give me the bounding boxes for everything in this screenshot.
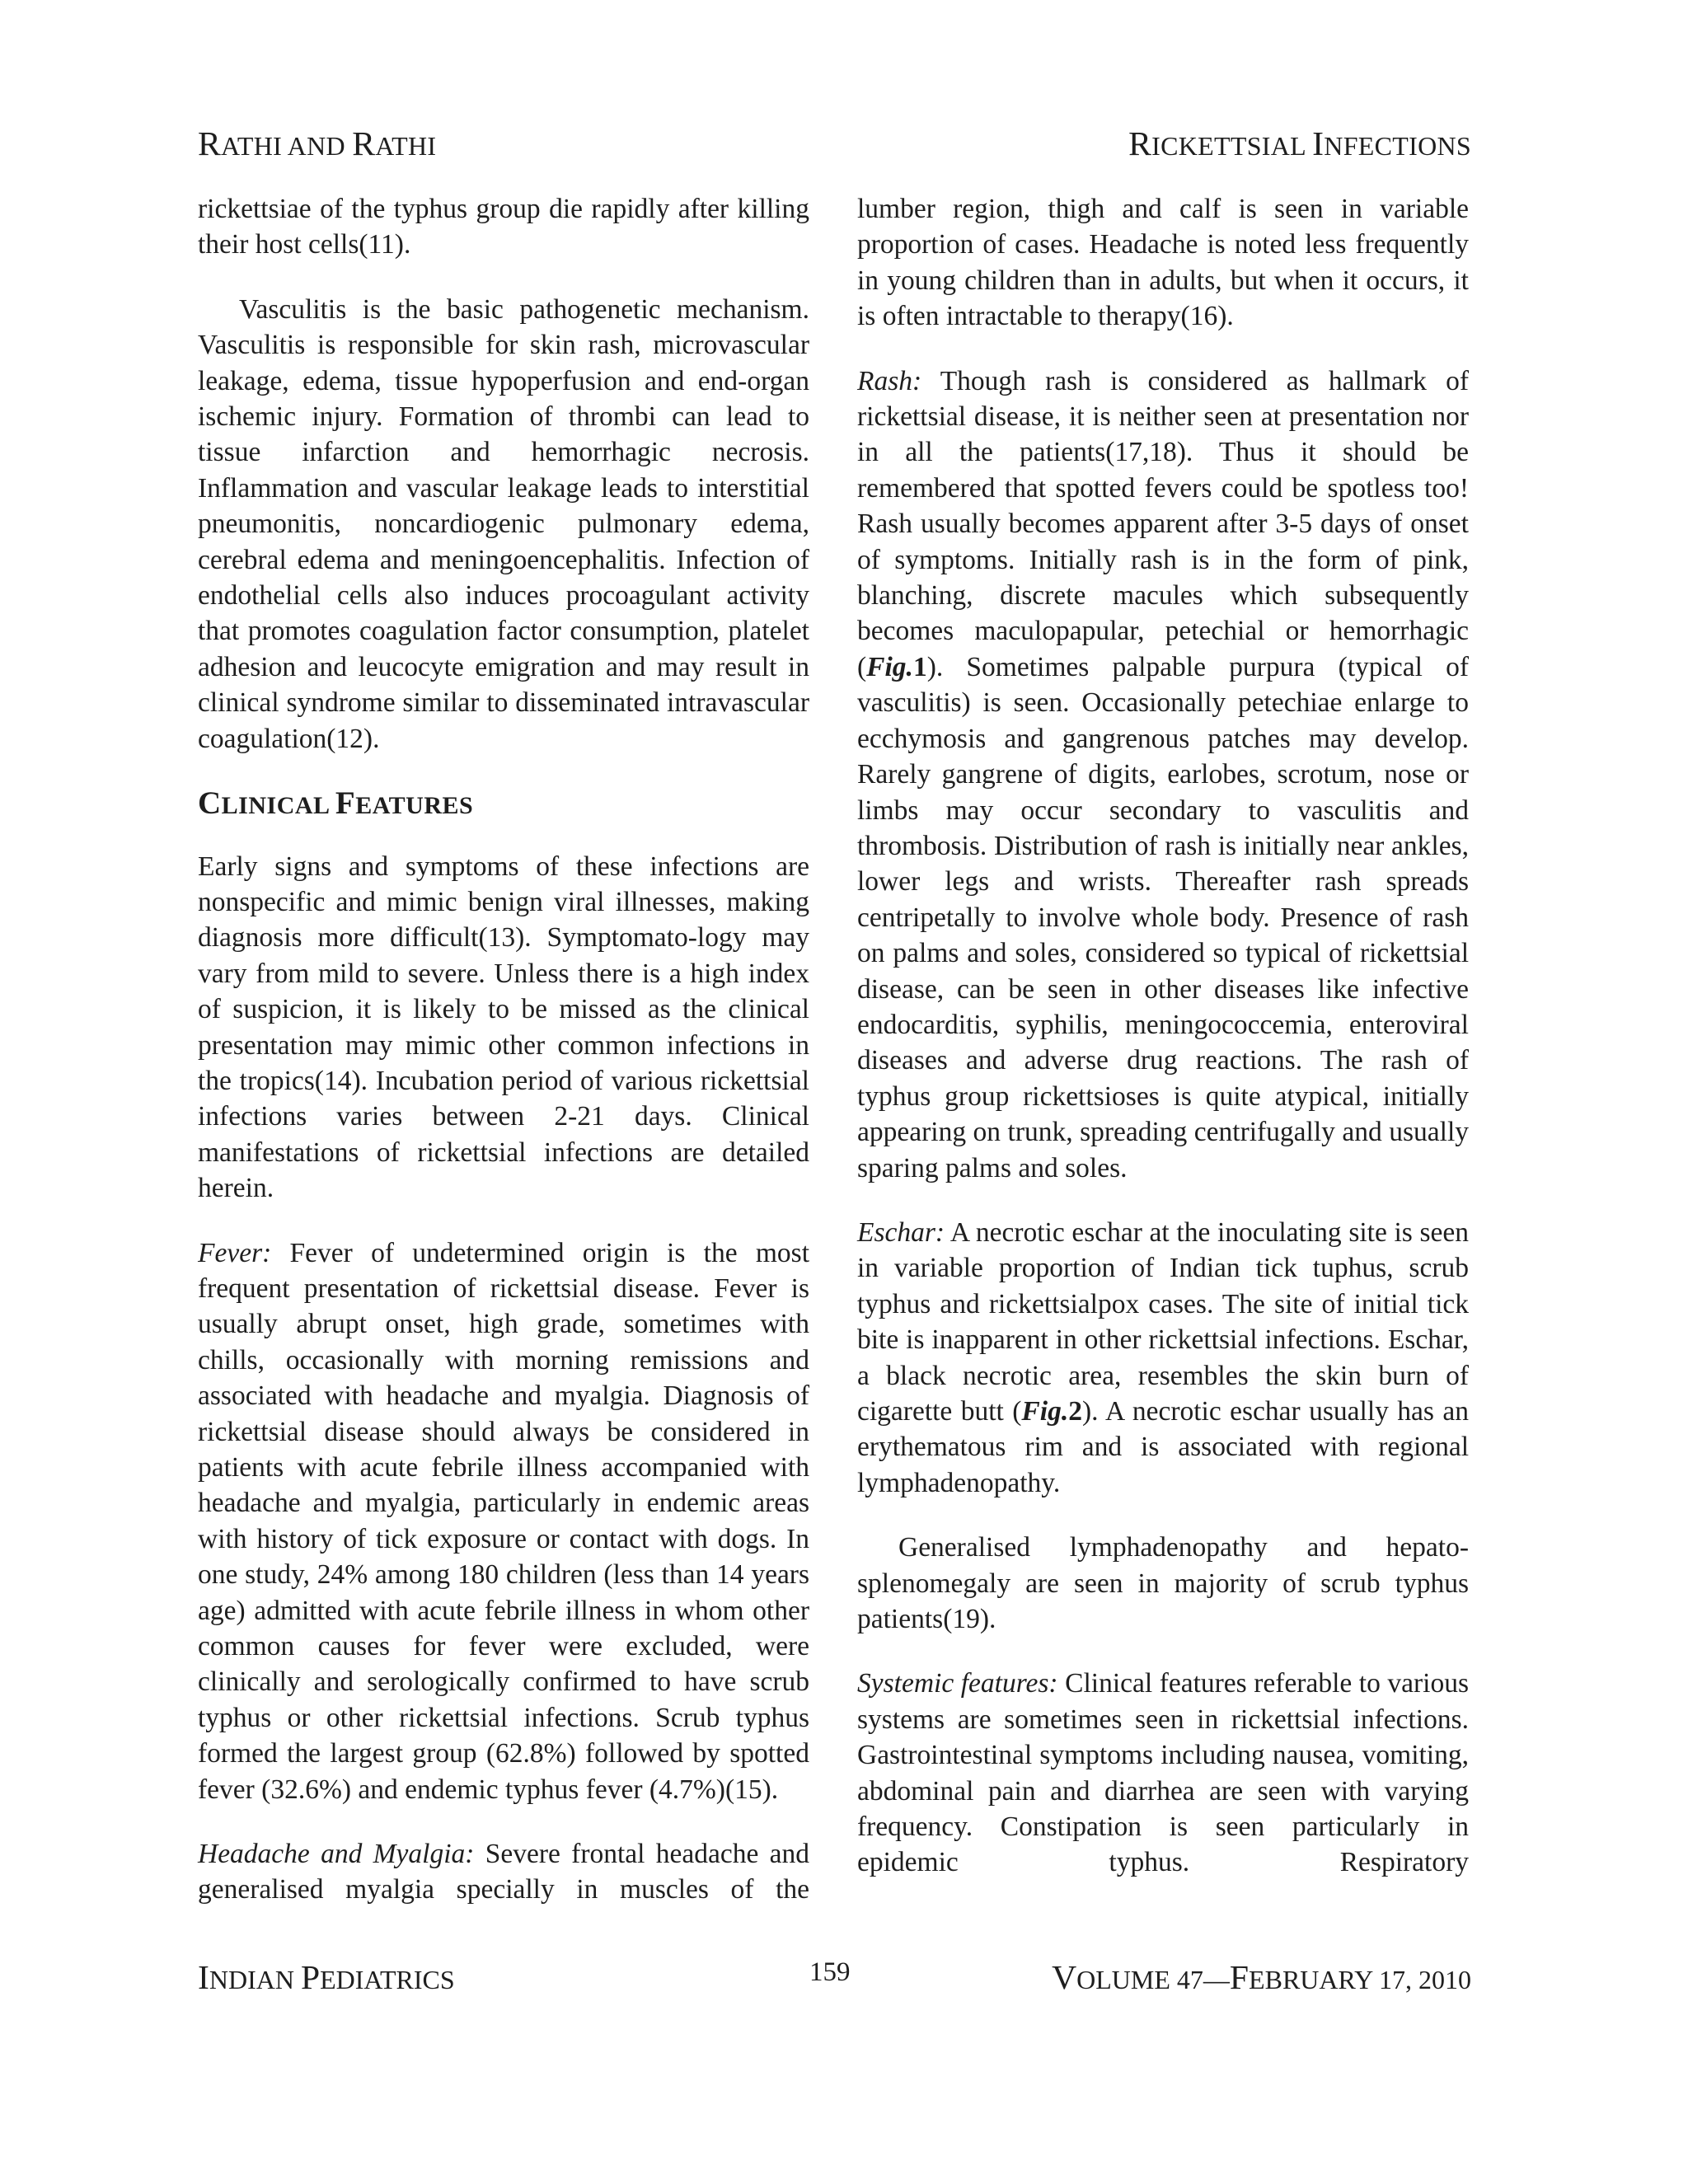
right-column xyxy=(857,191,1469,1910)
paragraph-early-signs: Early signs and symptoms of these infections are nonspecific and mimic benign viral illnesses, making diagnosis more difficult(13). Symptomato-logy may vary from mild to severe. Unless there is a high index of suspicion, it is likely to be missed as the clinical presentation may mimic other common infections in the tropics(14). Incubation period of various rickettsial infections varies between 2-21 days. Clinical manifestations of rickettsial infections are detailed herein. xyxy=(198,851,809,1204)
running-head xyxy=(198,124,1471,163)
page-footer: INDIAN PEDIATRICS 159 VOLUME 47—FEBRUARY 17, 2010 xyxy=(198,1957,1471,1996)
figure-1-reference xyxy=(866,652,927,682)
figure-1-reference-word: Fig. xyxy=(866,651,913,682)
rash-lead: Rash: xyxy=(857,365,922,396)
fever-text: Fever of undetermined origin is the most frequent presentation of rickettsial disease. Fever is usually abrupt onset, high grade, sometimes with chills, occasionally with morning remissions and associated with headache and myalgia. Diagnosis of rickettsial disease should always be considered in patients with acute febrile illness accompanied with headache and myalgia, particularly in endemic areas with history of tick exposure or contact with dogs. In one study, 24% among 180 children (less than 14 years age) admitted with acute febrile illness in whom other common causes for fever were excluded, were clinically and serologically confirmed to have scrub typhus or other rickettsial infections. Scrub typhus formed the largest group (62.8%) followed by spotted fever (32.6%) and endemic typhus fever (4.7%)(15). xyxy=(198,1237,809,1805)
headache-lead: Headache and Myalgia: xyxy=(198,1839,475,1870)
footer-journal-name: INDIAN PEDIATRICS xyxy=(198,1958,455,1996)
rash-text-a: Though rash is considered as hallmark of rickettsial disease, it is neither seen at presentation nor in all the patients(17,18). Thus it should be remembered that spotted fevers could be spotless too! Rash usually becomes apparent after 3-5 days of onset of symptoms. Initially rash is in the form of pink, blanching, discrete macules which subsequently becomes maculopapular, petechial or hemorrhagic ( xyxy=(857,365,1469,682)
left-column xyxy=(198,191,809,1937)
paragraph-host-cells: rickettsiae of the typhus group die rapidly after killing their host cells(11). xyxy=(198,194,809,260)
eschar-lead: Eschar: xyxy=(857,1216,945,1248)
running-head-title: RICKETTSIAL INFECTIONS xyxy=(1128,124,1471,162)
paragraph-fever xyxy=(198,1235,809,1808)
figure-2-reference xyxy=(1021,1396,1082,1427)
running-head-authors: RATHI AND RATHI xyxy=(198,124,437,162)
paragraph-headache-myalgia xyxy=(198,1836,809,1908)
fever-lead: Fever: xyxy=(198,1237,272,1268)
headache-text: Severe frontal headache and generalised myalgia specially in muscles of the xyxy=(198,1839,809,1905)
figure-2-reference-number: 2 xyxy=(1068,1396,1082,1427)
figure-1-reference-number: 1 xyxy=(912,651,927,682)
systemic-text: Clinical features referable to various systems are sometimes seen in rickettsial infections. Gastrointestinal symptoms including nausea, vomiting, abdominal pain and diarrhea are seen with varying frequency. Constipation is seen particularly in epidemic typhus. Respiratory xyxy=(857,1668,1469,1878)
paragraph-vasculitis: Vasculitis is the basic pathogenetic mechanism. Vasculitis is responsible for skin rash, microvascular leakage, edema, tissue hypoperfusion and end-organ ischemic injury. Formation of thrombi can lead to tissue infarction and hemorrhagic necrosis. Inflammation and vascular leakage leads to interstitial pneumonitis, noncardiogenic pulmonary edema, cerebral edema and meningoencephalitis. Infection of endothelial cells also induces procoagulant activity that promotes coagulation factor consumption, platelet adhesion and leucocyte emigration and may result in clinical syndrome similar to disseminated intravascular coagulation(12). xyxy=(198,293,809,754)
paragraph-rash xyxy=(857,363,1469,1186)
eschar-text-b: ). A necrotic eschar usually has an erythematous rim and is associated with regional lymphadenopathy. xyxy=(857,1396,1469,1498)
footer-volume-date: VOLUME 47—FEBRUARY 17, 2010 xyxy=(1052,1958,1471,1996)
figure-2-reference-word: Fig. xyxy=(1021,1396,1069,1427)
paragraph-lymphadenopathy: Generalised lymphadenopathy and hepato-splenomegaly are seen in majority of scrub typhus patients(19). xyxy=(857,1532,1469,1635)
paragraph-systemic-features xyxy=(857,1666,1469,1880)
systemic-lead: Systemic features: xyxy=(857,1668,1058,1699)
eschar-text-a: A necrotic eschar at the inoculating site is seen in variable proportion of Indian tick tuphus, scrub typhus and rickettsialpox cases. The site of initial tick bite is inapparent in other rickettsial infections. Eschar, a black necrotic area, resembles the skin burn of cigarette butt ( xyxy=(857,1216,1469,1427)
rash-text-b: ). Sometimes palpable purpura (typical of vasculitis) is seen. Occasionally petechiae enlarge to ecchymosis and gangrenous patches may develop. Rarely gangrene of digits, earlobes, scrotum, nose or limbs may occur secondary to vasculitis and thrombosis. Distribution of rash is initially near ankles, lower legs and wrists. Thereafter rash spreads centripetally to involve whole body. Presence of rash on palms and soles, considered so typical of rickettsial disease, can be seen in other diseases like infective endocarditis, syphilis, meningococcemia, enteroviral diseases and adverse drug reactions. The rash of typhus group rickettsioses is quite atypical, initially appearing on trunk, spreading centrifugally and usually sparing palms and soles. xyxy=(857,651,1469,1183)
paragraph-eschar xyxy=(857,1215,1469,1501)
section-heading-clinical-features: CLINICAL FEATURES xyxy=(198,785,474,822)
paragraph-lumber-region: lumber region, thigh and calf is seen in variable proportion of cases. Headache is noted less frequently in young children than in adults, but when it occurs, it is often intractable to therapy(16). xyxy=(857,194,1469,332)
